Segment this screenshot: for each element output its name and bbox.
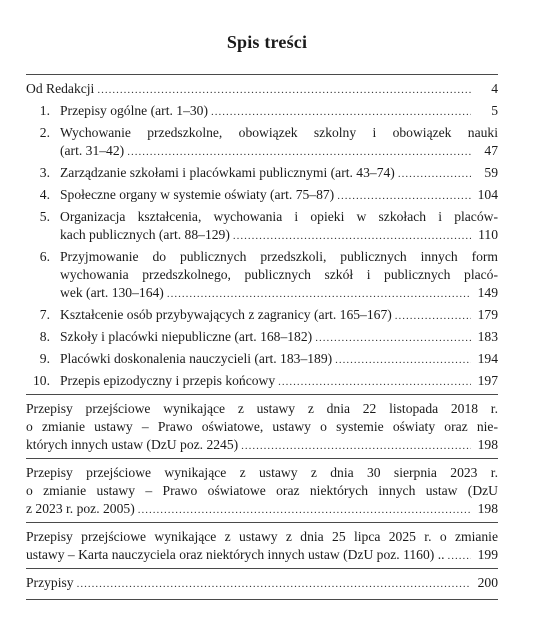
toc-page-number: 198: [477, 437, 498, 452]
toc-entry[interactable]: [26, 124, 498, 161]
toc-entry-text-line: Przepisy przejściowe wynikające z ustawy z dnia 22 listopada 2018 r.: [26, 401, 498, 416]
toc-entry-title: Od Redakcji: [26, 81, 95, 96]
toc-entry-title: Przypisy: [26, 575, 74, 590]
toc-entry-number: 1.: [39, 103, 50, 118]
toc-entry-title: z 2023 r. poz. 2005): [26, 501, 135, 516]
toc-entry-title: Zarządzanie szkołami i placówkami publicznymi (art. 43–74): [60, 165, 395, 180]
toc-entry-title: Społeczne organy w systemie oświaty (art. 75–87): [60, 187, 335, 202]
toc-entry[interactable]: [26, 306, 498, 325]
dot-leader: [337, 187, 471, 205]
toc-entry-title: wek (art. 130–164): [60, 285, 164, 300]
toc-entry-number: 2.: [39, 125, 50, 140]
toc-page-number: 179: [477, 307, 498, 322]
toc-page-number: 194: [477, 351, 498, 366]
toc-entry[interactable]: [26, 458, 498, 519]
toc-page-number: 199: [477, 547, 498, 562]
toc-entry[interactable]: [26, 328, 498, 347]
toc-entry-title: których innych ustaw (DzU poz. 2245): [26, 437, 239, 452]
toc-entry-text-line: Wychowanie przedszkolne, obowiązek szkolny i obowiązek nauki: [60, 125, 498, 140]
dot-leader: [395, 307, 471, 325]
toc-entry-number: 8.: [39, 329, 50, 344]
toc-entry[interactable]: [26, 164, 498, 183]
toc-page-number: 4: [491, 81, 498, 96]
toc-entry-number: 9.: [39, 351, 50, 366]
toc-entry[interactable]: [26, 568, 498, 600]
toc-entry[interactable]: [26, 372, 498, 391]
dot-leader: [448, 547, 472, 565]
toc-page-number: 198: [477, 501, 498, 516]
toc-entry-text-line: Przepisy przejściowe wynikające z ustawy z dnia 25 lipca 2025 r. o zmianie: [26, 529, 498, 544]
toc-entry-number: 10.: [33, 373, 50, 388]
toc-entry-text-line: o zmianie ustawy – Prawo oświatowe oraz niektórych innych ustaw (DzU: [26, 483, 498, 498]
toc-entry[interactable]: [26, 102, 498, 121]
toc-entry-title: Przepis epizodyczny i przepis końcowy: [60, 373, 276, 388]
toc-page-number: 200: [477, 575, 498, 590]
toc-entry-title: Szkoły i placówki niepubliczne (art. 168–182): [60, 329, 313, 344]
toc-entry[interactable]: [26, 248, 498, 303]
dot-leader: [167, 285, 471, 303]
dot-leader: [335, 351, 471, 369]
table-of-contents: [26, 74, 498, 600]
toc-entry-text-line: o zmianie ustawy – Prawo oświatowe, ustawy o systemie oświaty oraz nie-: [26, 419, 498, 434]
toc-entry-text-line: Przyjmowanie do publicznych przedszkoli, publicznych innych form: [60, 249, 498, 264]
toc-entry-title: Przepisy ogólne (art. 1–30): [60, 103, 208, 118]
dot-leader: [138, 501, 471, 519]
toc-entry-number: 6.: [39, 249, 50, 264]
toc-entry-title: (art. 31–42): [60, 143, 125, 158]
page-title: Spis treści: [226, 32, 308, 52]
toc-entry-title: kach publicznych (art. 88–129): [60, 227, 230, 242]
dot-leader: [127, 143, 471, 161]
toc-entry[interactable]: [26, 74, 498, 99]
dot-leader: [315, 329, 471, 347]
dot-leader: [398, 165, 471, 183]
toc-page-number: 183: [477, 329, 498, 344]
dot-leader: [241, 437, 471, 455]
toc-page-number: 110: [478, 227, 498, 242]
toc-entry-number: 4.: [39, 187, 50, 202]
dot-leader: [211, 103, 471, 121]
toc-entry[interactable]: [26, 350, 498, 369]
toc-entry[interactable]: [26, 186, 498, 205]
toc-entry-number: 3.: [39, 165, 50, 180]
toc-entry-text-line: Organizacja kształcenia, wychowania i opieki w szkołach i placów-: [60, 209, 498, 224]
toc-page-number: 149: [477, 285, 498, 300]
toc-entry-title: Placówki doskonalenia nauczycieli (art. 183–189): [60, 351, 333, 366]
toc-entry-text-line: Przepisy przejściowe wynikające z ustawy z dnia 30 sierpnia 2023 r.: [26, 465, 498, 480]
dot-leader: [77, 575, 471, 593]
toc-entry-text-line: wychowania przedszkolnego, publicznych szkół i publicznych placó-: [60, 267, 498, 282]
dot-leader: [97, 81, 471, 99]
toc-page-number: 104: [477, 187, 498, 202]
toc-entry-number: 7.: [39, 307, 50, 322]
toc-entry-title: Kształcenie osób przybywających z zagranicy (art. 165–167): [60, 307, 392, 322]
dot-leader: [233, 227, 471, 245]
toc-entry[interactable]: [26, 394, 498, 455]
toc-entry-number: 5.: [39, 209, 50, 224]
toc-page-number: 59: [484, 165, 498, 180]
toc-entry[interactable]: [26, 522, 498, 565]
toc-page-number: 5: [491, 103, 498, 118]
toc-page-number: 197: [477, 373, 498, 388]
toc-page-number: 47: [484, 143, 498, 158]
toc-entry[interactable]: [26, 208, 498, 245]
toc-entry-title: ustawy – Karta nauczyciela oraz niektórych innych ustaw (DzU poz. 1160) ..: [26, 547, 445, 562]
dot-leader: [278, 373, 471, 391]
